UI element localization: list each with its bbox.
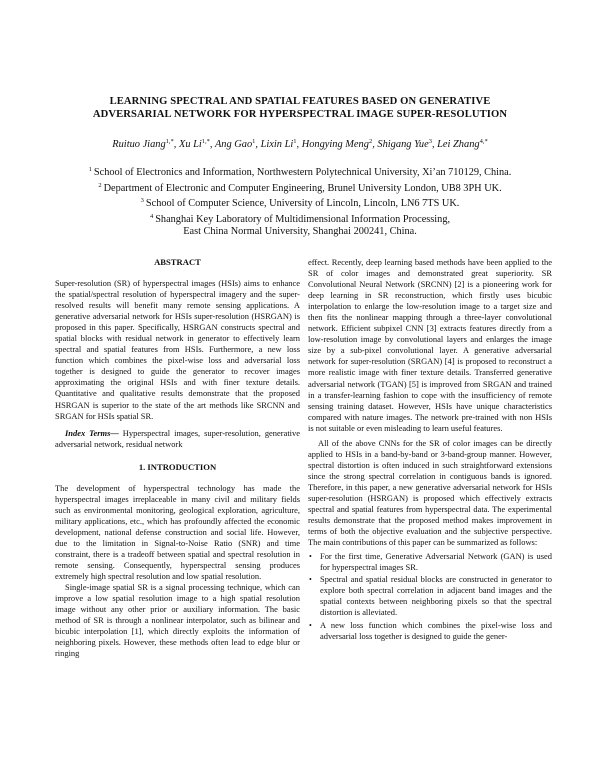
introduction-heading: 1. INTRODUCTION: [138, 461, 217, 472]
bullet-icon: •: [309, 575, 312, 585]
author: Ang Gao$^1$,: [214, 138, 261, 150]
author: Shigang Yue$^3$,: [377, 138, 438, 150]
author: Xu $Li^{1,*}$,: [178, 138, 215, 150]
abstract-heading: ABSTRACT: [154, 257, 201, 267]
affiliation: East China Normal University, Shanghai 200241, China.: [183, 226, 417, 238]
left-column: [55, 257, 300, 659]
affiliation: $^2$ Department of Electronic and Computer Engineering, Brunel University London, UB8 3PH UK.: [98, 181, 502, 194]
affiliation: $^3$ School of Computer Science, University of Lincoln, Lincoln, LN6 7TS UK.: [140, 197, 460, 210]
intro-paragraph-3: effect. Recently, deep learning based methods have been applied to the SR of color images and demonstrated great superiority. SR Convolutional Neural Network (SRCNN) [2] is a pioneering work for deep learning in SR reconstruction, which firstly uses bicubic interpolation to enlarge the low-resolution image to a target size and then fits the nonlinear mapping through a three-layer convolutional network. Efficient subpixel CNN [3] extracts features directly from a low-resolution image by convolutional layers and enlarges the image size by a sub-pixel convolutional layer. A generative adversarial network for super-resolution (SRGAN) [4] is proposed to reconstruct a more realistic image with finer texture details. Transferred generative adversarial network (TGAN) [5] is improved from SRGAN and trained in a transfer-learning fashion to cope with the insufficiency of remote sensing training dataset. However, HSIs have unique characteristics compared with nature images. The network pre-trained with non HSIs is not suitable or even misleading to learn useful features.: [308, 257, 552, 433]
list-item: • A new loss function which combines the pixel-wise loss and adversarial loss together is designed to guide the gener-: [309, 619, 552, 641]
index-terms: [55, 428, 300, 450]
affiliation: $^1$ School of Electronics and Information, Northwestern Polytechnical University, Xi’an 710129, China.: [88, 166, 512, 178]
list-item: • For the first time, Generative Adversarial Network (GAN) is used for hyperspectral images SR.: [309, 551, 552, 573]
title-line-1: LEARNING SPECTRAL AND SPATIAL FEATURES BASED ON GENERATIVE: [109, 96, 491, 107]
bullet-icon: •: [309, 552, 312, 562]
affiliation-list: [20, 164, 580, 239]
affiliation: $^4$ Shanghai Key Laboratory of Multidimensional Information Processing,: [149, 212, 451, 225]
index-terms-text: Hyperspectral images, super-resolution, generative adversarial network, residual network: [55, 427, 300, 449]
author: Lixin Li$^1$,: [260, 138, 302, 150]
index-terms-label: Index Terms—: [65, 427, 119, 438]
bullet-icon: •: [309, 620, 312, 630]
intro-paragraph-2: Single-image spatial SR is a signal processing technique, which can improve a low spatial resolution image to a high spatial resolution image without any other prior or auxiliary information. The basic method of SR is through a nonlinear interpolator, such as bilinear and bicubic interpolation [1], which directly exploits the information of neighboring pixels. However, these methods often lead to edge blur or ringing: [55, 582, 300, 659]
list-item: • Spectral and spatial residual blocks are constructed in generator to explore both spectral correlation in adjacent band images and the spatial contexts between neighboring pixels so that the spectral distortion is alleviated.: [309, 574, 552, 618]
title-line-2: ADVERSARIAL NETWORK FOR HYPERSPECTRAL IMAGE SUPER-RESOLUTION: [92, 109, 508, 120]
author-list: [20, 136, 580, 151]
contribution-list: [308, 551, 552, 641]
author: Hongying Meng$^2$,: [301, 138, 378, 150]
intro-paragraph-4: All of the above CNNs for the SR of color images can be directly applied to HSIs in a band-by-band or 3-band-group manner. However, spectral distortion is often induced in such straightforward extensions since the strong spectral correlation in contiguous bands is ignored. Therefore, in this paper, a new generative adversarial network for HSIs super-resolution (HSRGAN) is proposed which effectively extracts spectral and spatial features from hyperspectral data. The experimental results demonstrate that the proposed method makes improvement in terms of both the objective evaluation and the subjective perspective. The main contributions of this paper can be summarized as follows:: [308, 437, 552, 548]
paper-title: [40, 95, 560, 121]
author: Ruituo Jiang$^{1,*}$,: [112, 138, 179, 150]
author: Lei Zhang$^{4,*}$: [437, 138, 488, 150]
intro-paragraph-1: The development of hyperspectral technology has made the hyperspectral images irreplaceable in many civil and military fields such as environmental monitoring, geological exploration, agriculture, military applications, etc., which has profoundly affected the economic development, national defense construction and social life. However, due to the limitation in Signal-to-Noise Ratio (SNR) and time constraint, there is a tradeoff between spatial and spectral resolution in remote sensing. Consequently, hyperspectral sensing produces extremely high spectral resolution and low spatial resolution.: [55, 482, 300, 582]
right-column: [308, 257, 552, 643]
abstract-body: Super-resolution (SR) of hyperspectral images (HSIs) aims to enhance the spatial/spectral resolution of hyperspectral imagery and the super-resolved results will benefit many remote sensing applications. A generative adversarial network for HSIs super-resolution (HSRGAN) is proposed in this paper. Specifically, HSRGAN constructs spectral and spatial blocks with residual network in generator to effectively learn spectral and spatial features from HSIs. Furthermore, a new loss function which combines the pixel-wise loss and adversarial loss together is designed to guide the generator to recover images approximating the original HSIs and with finer texture details. Quantitative and qualitative results demonstrate that the proposed HSRGAN is superior to the state of the art methods like SRCNN and SRGAN for HSIs spatial SR.: [55, 278, 300, 421]
